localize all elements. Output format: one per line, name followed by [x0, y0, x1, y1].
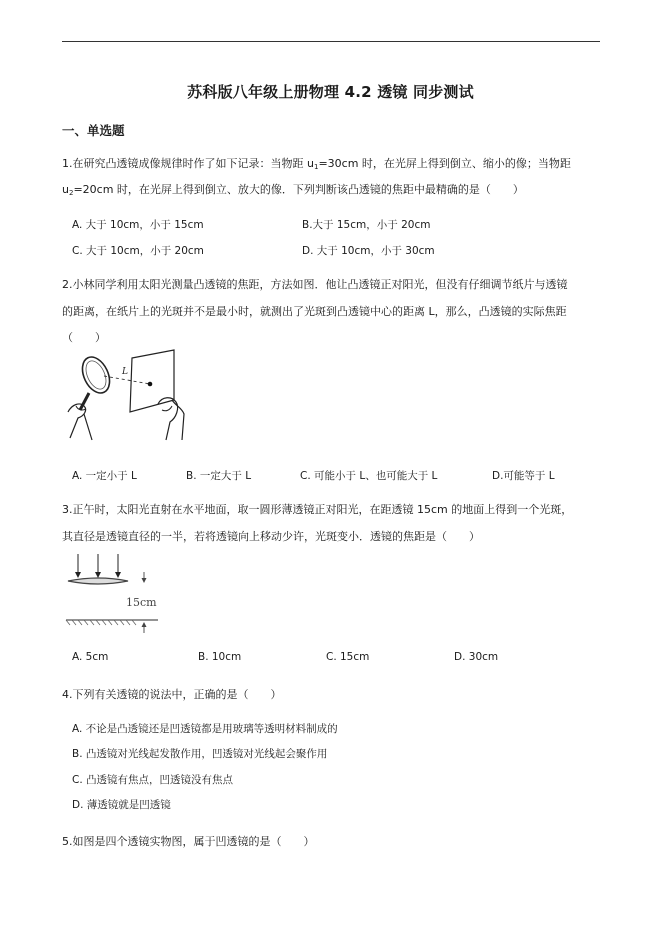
q1-option-d[interactable]: D. 大于 10cm，小于 30cm: [302, 245, 435, 257]
q1-line-2: [62, 181, 524, 197]
q4-line-1: 4.下列有关透镜的说法中，正确的是（ ）: [62, 688, 282, 701]
q1-option-b[interactable]: B.大于 15cm，小于 20cm: [302, 219, 431, 231]
q3-line-2: 其直径是透镜直径的一半，若将透镜向上移动少许，光斑变小．透镜的焦距是（ ）: [62, 530, 480, 543]
q3-option-c[interactable]: C. 15cm: [326, 651, 370, 663]
q3-option-d[interactable]: D. 30cm: [454, 651, 499, 663]
page-title: 苏科版八年级上册物理 4.2 透镜 同步测试: [187, 83, 474, 101]
q4-option-b[interactable]: B. 凸透镜对光线起发散作用，凹透镜对光线起会聚作用: [72, 748, 328, 760]
q1-option-a[interactable]: A. 大于 10cm，小于 15cm: [72, 219, 204, 231]
fig-15cm-label: 15cm: [126, 596, 157, 609]
q1-text-a: 1.在研究凸透镜成像规律时作了如下记录：当物距 u: [62, 157, 314, 170]
q4-option-a[interactable]: A. 不论是凸透镜还是凹透镜都是用玻璃等透明材料制成的: [72, 723, 338, 735]
q2-line-2: 的距离，在纸片上的光斑并不是最小时，就测出了光斑到凸透镜中心的距离 L，那么，凸透镜的实际焦距: [62, 305, 567, 318]
q2-line-3: （ ）: [62, 331, 106, 344]
q3-option-a[interactable]: A. 5cm: [72, 651, 109, 663]
q1-sub-1: 1: [313, 163, 319, 171]
q5-line-1: 5.如图是四个透镜实物图，属于凹透镜的是（ ）: [62, 835, 315, 848]
lens-focus-figure: [62, 548, 162, 638]
q1-line-1: [62, 155, 571, 171]
q2-option-b[interactable]: B. 一定大于 L: [186, 470, 252, 482]
section-heading: 一、单选题: [62, 123, 125, 138]
q1-text-d: =20cm 时，在光屏上得到倒立、放大的像．下列判断该凸透镜的焦距中最精确的是（ ）: [73, 183, 524, 196]
q1-sub-2: 2: [68, 189, 74, 197]
q4-option-c[interactable]: C. 凸透镜有焦点，凹透镜没有焦点: [72, 774, 234, 786]
q2-line-1: 2.小林同学利用太阳光测量凸透镜的焦距，方法如图．他让凸透镜正对阳光，但没有仔细调节纸片与透镜: [62, 278, 568, 291]
fig-l-label: L: [122, 367, 128, 377]
q4-option-d[interactable]: D. 薄透镜就是凹透镜: [72, 799, 171, 811]
header-rule: [62, 41, 600, 42]
q3-option-b[interactable]: B. 10cm: [198, 651, 242, 663]
q1-option-c[interactable]: C. 大于 10cm，小于 20cm: [72, 245, 204, 257]
q2-option-d[interactable]: D.可能等于 L: [492, 470, 555, 482]
q1-text-b: =30cm 时，在光屏上得到倒立、缩小的像；当物距: [318, 157, 571, 170]
q1-text-c: u: [62, 183, 69, 196]
q3-line-1: 3.正午时，太阳光直射在水平地面，取一圆形薄透镜正对阳光，在距透镜 15cm 的地面上得到一个光斑，: [62, 503, 573, 516]
magnifier-sunlight-figure: [62, 348, 192, 443]
q2-option-a[interactable]: A. 一定小于 L: [72, 470, 137, 482]
q2-option-c[interactable]: C. 可能小于 L、也可能大于 L: [300, 470, 438, 482]
